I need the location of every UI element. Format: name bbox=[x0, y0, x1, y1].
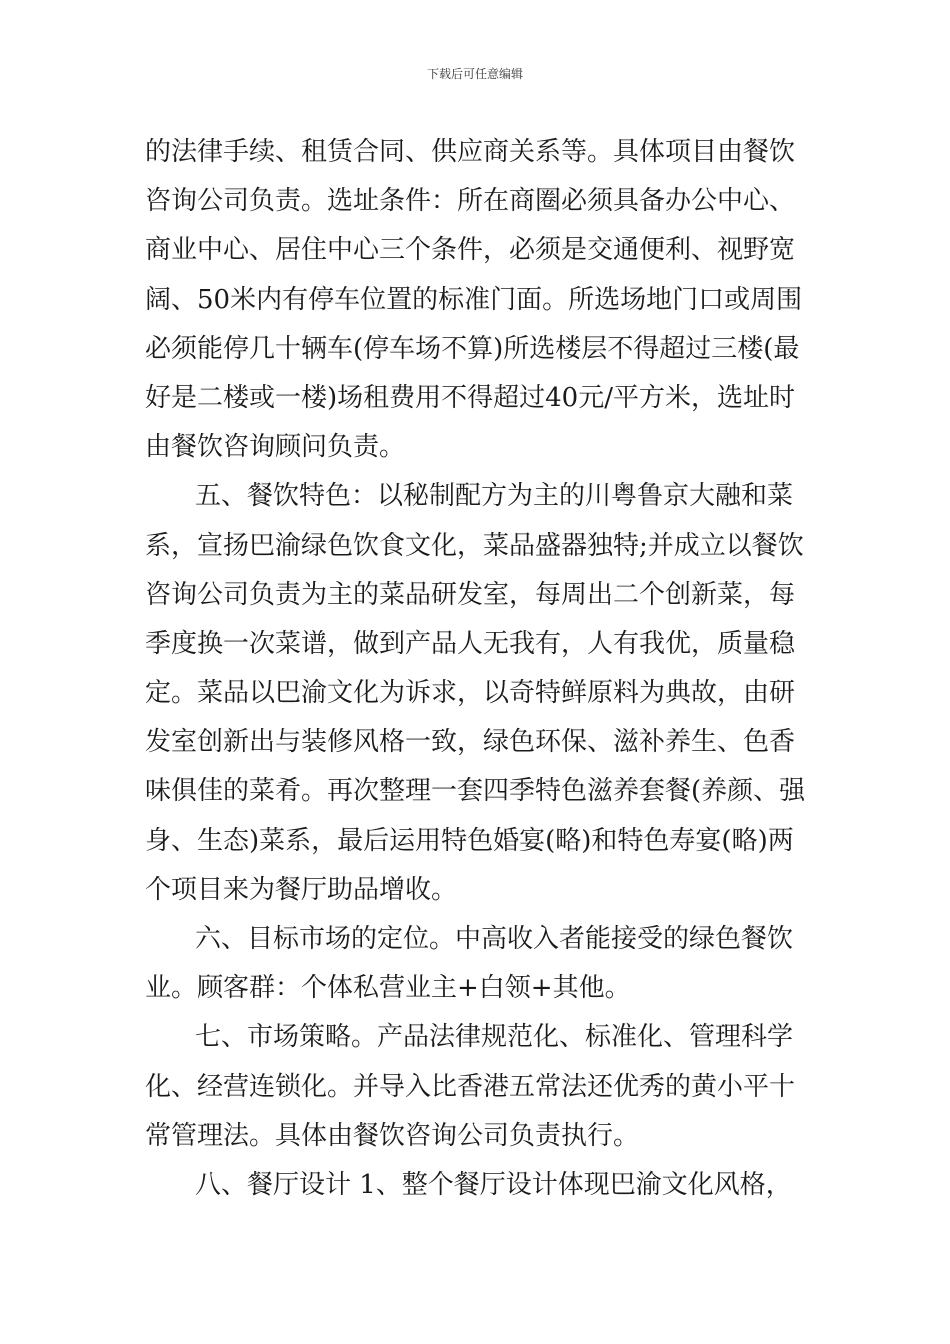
text-line: 定。菜品以巴渝文化为诉求，以奇特鲜原料为典故，由研 bbox=[145, 678, 796, 709]
text-line: 季度换一次菜谱，做到产品人无我有，人有我优，质量稳 bbox=[145, 628, 796, 659]
text-line: 常管理法。具体由餐饮咨询公司负责执行。 bbox=[145, 1120, 640, 1151]
paragraph-site-selection bbox=[145, 128, 807, 472]
text-line: 化、经营连锁化。并导入比香港五常法还优秀的黄小平十 bbox=[145, 1071, 796, 1102]
text-line: 必须能停几十辆车(停车场不算)所选楼层不得超过三楼(最 bbox=[145, 333, 800, 364]
paragraph-restaurant-design bbox=[145, 1161, 807, 1210]
text-line: 五、餐饮特色：以秘制配方为主的川粤鲁京大融和菜 bbox=[195, 481, 794, 512]
text-line: 咨询公司负责。选址条件：所在商圈必须具备办公中心、 bbox=[145, 186, 796, 217]
text-line: 业。顾客群：个体私营业主+白领+其他。 bbox=[145, 973, 631, 1004]
text-line: 六、目标市场的定位。中高收入者能接受的绿色餐饮 bbox=[195, 924, 794, 954]
text-line: 阔、50米内有停车位置的标准门面。所选场地门口或周围 bbox=[145, 284, 803, 315]
paragraph-target-market bbox=[145, 915, 807, 1013]
text-line: 咨询公司负责为主的菜品研发室，每周出二个创新菜，每 bbox=[145, 579, 796, 610]
text-line: 个项目来为餐厅助品增收。 bbox=[145, 874, 458, 905]
text-line: 身、生态)菜系，最后运用特色婚宴(略)和特色寿宴(略)两 bbox=[145, 825, 794, 856]
page-header: 下载后可任意编辑 bbox=[426, 67, 523, 81]
text-line: 味俱佳的菜肴。再次整理一套四季特色滋养套餐(养颜、强 bbox=[145, 776, 806, 807]
text-line: 七、市场策略。产品法律规范化、标准化、管理科学 bbox=[195, 1022, 794, 1053]
text-line: 好是二楼或一楼)场租费用不得超过40元/平方米，选址时 bbox=[145, 382, 795, 413]
text-line: 八、餐厅设计 1、整个餐厅设计体现巴渝文化风格， bbox=[195, 1169, 792, 1200]
paragraph-market-strategy bbox=[145, 1013, 807, 1161]
text-line: 发室创新出与装修风格一致，绿色环保、滋补养生、色香 bbox=[145, 727, 796, 758]
document-body bbox=[145, 128, 807, 1210]
text-line: 由餐饮咨询顾问负责。 bbox=[145, 432, 406, 463]
text-line: 的法律手续、租赁合同、供应商关系等。具体项目由餐饮 bbox=[145, 137, 796, 167]
paragraph-cuisine-features bbox=[145, 472, 807, 915]
text-line: 系，宣扬巴渝绿色饮食文化，菜品盛器独特;并成立以餐饮 bbox=[145, 530, 804, 561]
text-line: 商业中心、居住中心三个条件，必须是交通便利、视野宽 bbox=[145, 235, 796, 266]
